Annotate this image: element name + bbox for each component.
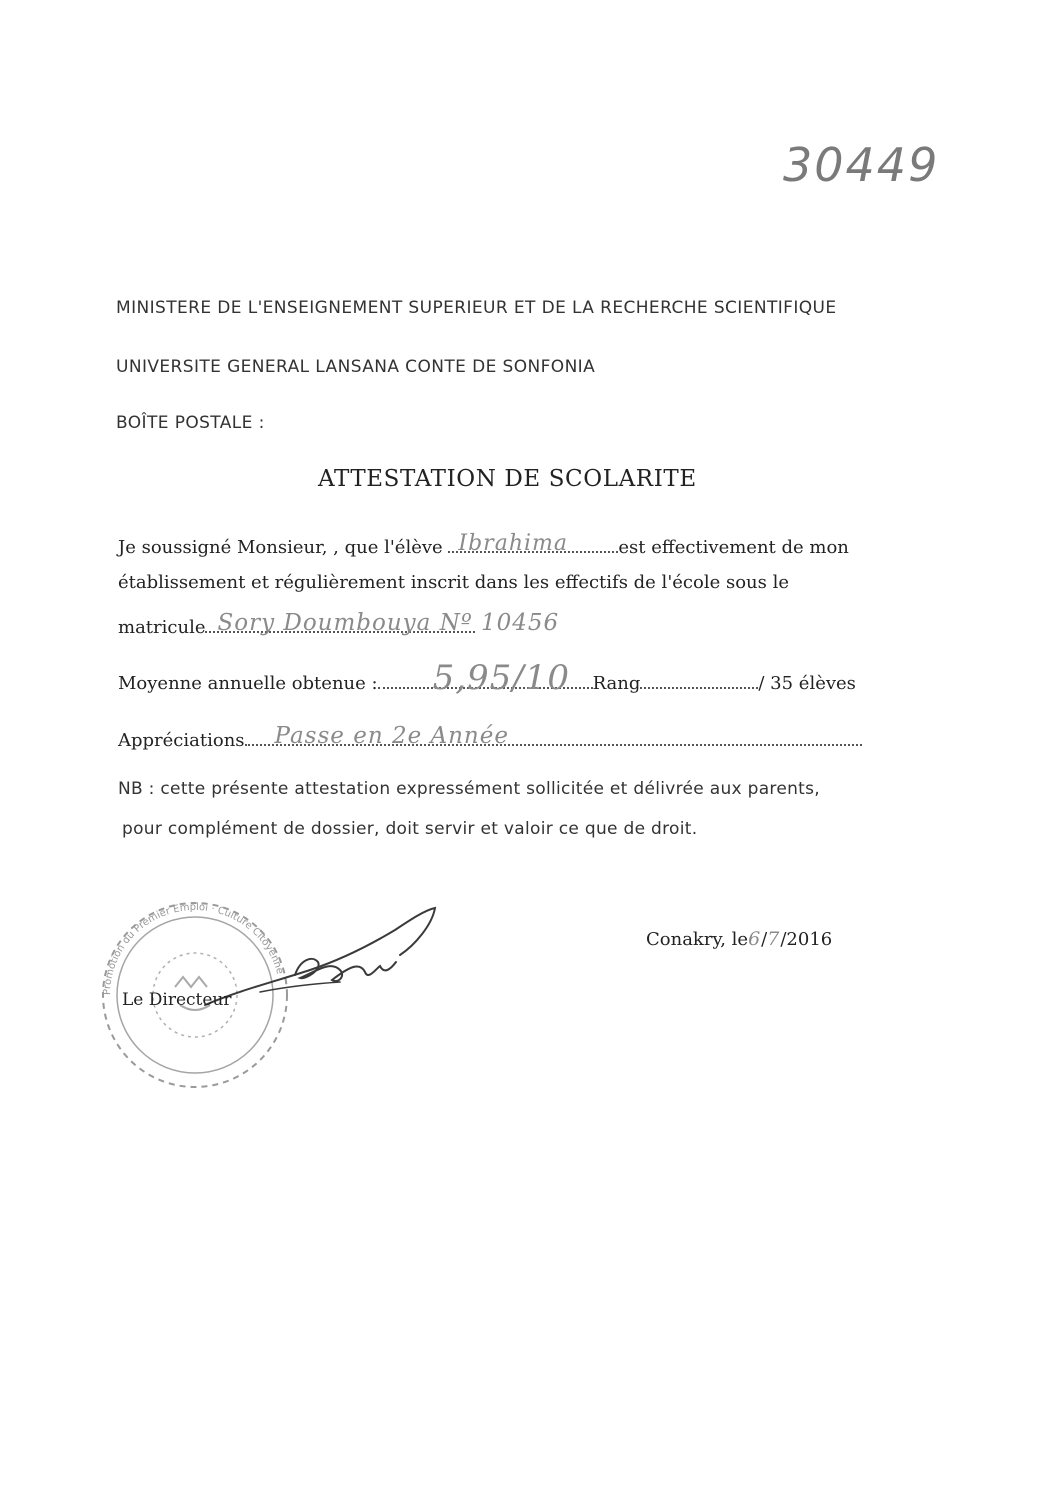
average-field [378, 658, 593, 698]
signatory-title: Le Directeur [122, 990, 232, 1010]
average-value: 5,95/10 [432, 658, 570, 698]
university-heading: UNIVERSITE GENERAL LANSANA CONTE DE SONFONIA [116, 357, 596, 377]
note-line-1: NB : cette présente attestation expressément sollicitée et délivrée aux parents, [118, 779, 820, 799]
line1-suffix: est effectivement de mon [618, 537, 849, 558]
certificate-line-2: établissement et régulièrement inscrit dans les effectifs de l'école sous le [118, 572, 790, 593]
appreciation-line [118, 723, 862, 751]
matricule-label: matricule [118, 617, 206, 638]
stamp-text: Promotion du Premier Emploi · Culture Citoyenne [101, 901, 286, 996]
date-day: 6 [748, 928, 762, 950]
date-year: 2016 [786, 929, 833, 950]
average-label: Moyenne annuelle obtenue : [118, 673, 378, 694]
date-month: 7 [767, 928, 781, 950]
director-signature [200, 900, 450, 1010]
postal-box-label: BOÎTE POSTALE : [116, 413, 265, 433]
rank-total: / 35 élèves [758, 673, 856, 694]
certificate-line-1 [118, 533, 849, 558]
reference-number: 30449 [783, 138, 940, 192]
line1-prefix: Je soussigné Monsieur, , que l'élève [118, 537, 443, 558]
issue-date: Conakry, le6/7/2016 [646, 928, 833, 950]
document-title: ATTESTATION DE SCOLARITE [318, 466, 697, 492]
student-matricule: Sory Doumbouya Nº 10456 [217, 610, 560, 636]
appreciation-label: Appréciations [118, 730, 245, 751]
student-matricule-field [205, 610, 560, 638]
date-prefix: Conakry, le [646, 929, 749, 950]
average-line [118, 658, 856, 698]
student-first-name-field [448, 533, 618, 558]
note-line-2: pour complément de dossier, doit servir et valoir ce que de droit. [122, 819, 698, 839]
rank-blank [640, 669, 758, 689]
certificate-line-3 [118, 610, 560, 638]
rank-label: Rang [592, 673, 641, 694]
student-first-name: Ibrahima [458, 531, 568, 556]
ministry-heading: MINISTERE DE L'ENSEIGNEMENT SUPERIEUR ET DE LA RECHERCHE SCIENTIFIQUE [116, 298, 837, 318]
appreciation-value: Passe en 2e Année [274, 723, 509, 749]
appreciation-field [245, 723, 862, 751]
